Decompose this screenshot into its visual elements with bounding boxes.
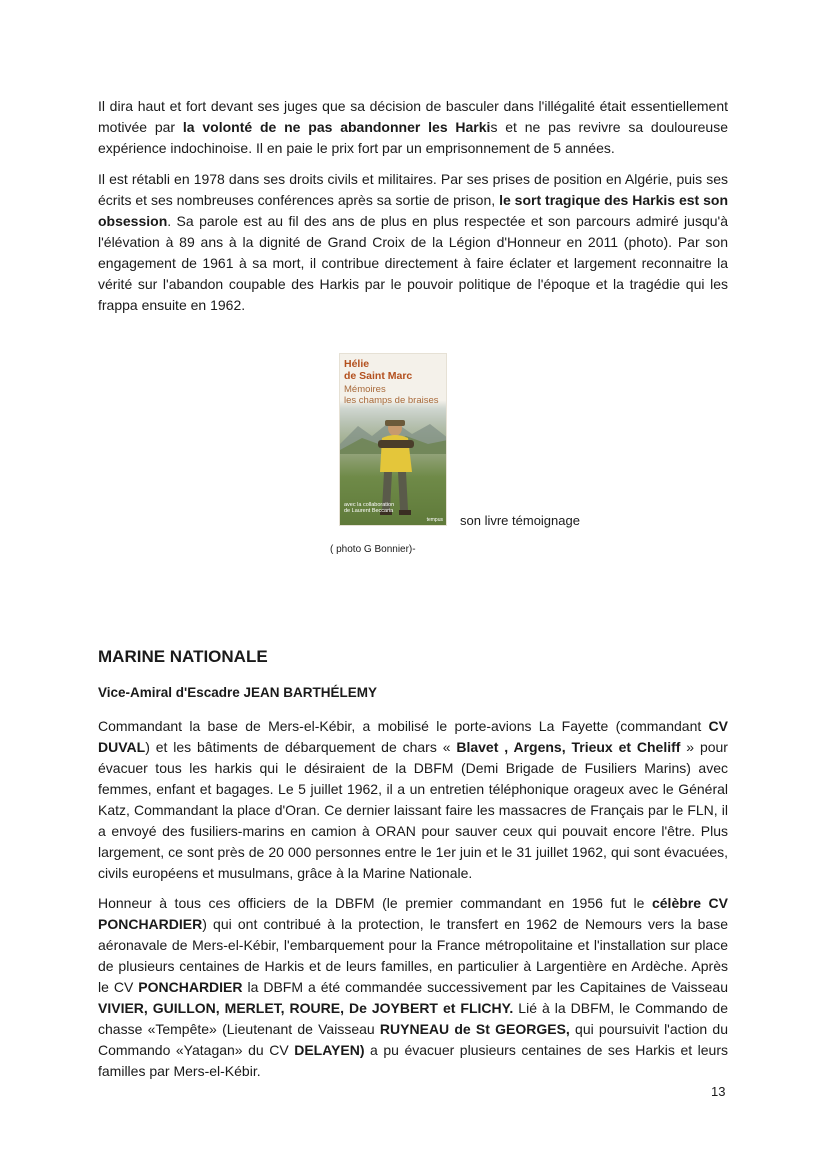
cover-publisher: tempus [426, 517, 443, 523]
paragraph-3 [98, 716, 728, 884]
marine-section [98, 647, 728, 1091]
top-text-block [98, 96, 728, 316]
bold-run: PONCHARDIER [138, 979, 243, 995]
photo-credit: ( photo G Bonnier)- [330, 544, 416, 555]
cover-collab-line: avec la collaboration [344, 502, 395, 508]
text-run: » pour évacuer tous les harkis qui le désiraient de la DBFM (Demi Brigade de Fusiliers Marins) avec femmes, enfant et bagages. Le 5 juillet 1962, il a un entretien téléphonique orageux avec le Général Katz, Commandant la place d'Oran. Ce dernier laissant faire les massacres de Français par le FLN, il a envoyé des fusiliers-marins en camion à ORAN pour sauver ceux qui pouvait encore l'être. Plus largement, ce sont près de 20 000 personnes entre le 1er juin et le 31 juillet 1962, qui sont évacuées, civils européens et musulmans, grâce à la Marine Nationale. [98, 739, 728, 881]
text-run: Il est rétabli en 1978 dans ses droits civils et militaires. Par ses prises de position en Algérie, puis ses écrits et ses nombreuses conférences après sa sortie de prison, [98, 171, 728, 208]
bold-run: célèbre CV PONCHARDIER [98, 895, 728, 932]
cover-title [344, 384, 439, 406]
bold-run: le sort tragique des Harkis est son obsession [98, 192, 728, 229]
text-run: Honneur à tous ces officiers de la DBFM (le premier commandant en 1956 fut le [98, 895, 652, 911]
subheading: Vice-Amiral d'Escadre JEAN BARTHÉLEMY [98, 685, 378, 700]
text-run: Lié à la DBFM, le Commando de chasse «Tempête» (Lieutenant de Vaisseau [98, 1000, 728, 1037]
paragraph-1 [98, 96, 728, 159]
text-run: s et ne pas revivre sa douloureuse expérience indochinoise. Il en paie le prix fort par un emprisonnement de 5 années. [98, 119, 728, 156]
paragraph-4 [98, 893, 728, 1082]
text-run: ) et les bâtiments de débarquement de chars « [145, 739, 457, 755]
bold-run: Blavet , Argens, Trieux et Cheliff [456, 739, 681, 755]
bold-run: la volonté de ne pas abandonner les Harki [182, 119, 491, 135]
book-cover-image [339, 353, 447, 526]
bold-run: DELAYEN) [294, 1042, 365, 1058]
paragraph-2 [98, 169, 728, 316]
cover-collaboration [344, 502, 394, 514]
text-run: qui poursuivit l'action du Commando «Yatagan» du CV [98, 1021, 728, 1058]
text-run: la DBFM a été commandée successivement par les Capitaines de Vaisseau [242, 979, 728, 995]
text-run: a pu évacuer plusieurs centaines de ses Harkis et leurs familles par Mers-el-Kébir. [98, 1042, 728, 1079]
cover-collab-line: de Laurent Beccaria [344, 508, 394, 514]
bold-run: CV DUVAL [98, 718, 728, 755]
cover-title-line: les champs de braises [344, 395, 439, 406]
text-run: . Sa parole est au fil des ans de plus en plus respectée et son parcours admiré jusqu'à l'élévation à 89 ans à la dignité de Grand Croix de la Légion d'Honneur en 2011 (photo). Par son engagement de 1961 à sa mort, il contribue directement à faire éclater et largement reconnaitre la vérité sur l'abandon coupable des Harkis par le pouvoir politique de l'époque et la tragédie qui les frappa ensuite en 1962. [98, 213, 728, 313]
text-run: ) qui ont contribué à la protection, le transfert en 1962 de Nemours vers la base aéronavale de Mers-el-Kébir, l'embarquement pour la France métropolitaine et l'installation sur place de plusieurs centaines de Harkis et de leurs familles, en particulier à Largentière en Ardèche. Après le CV [98, 916, 728, 995]
cover-author [344, 359, 412, 382]
page-number: 13 [711, 1084, 726, 1099]
book-cover [339, 353, 447, 526]
image-side-caption: son livre témoignage [460, 513, 580, 528]
cover-title-line: Mémoires [344, 384, 386, 395]
cover-author-line: de Saint Marc [344, 369, 413, 382]
bold-run: VIVIER, GUILLON, MERLET, ROURE, De JOYBERT et FLICHY. [98, 1000, 514, 1016]
cover-author-line: Hélie [344, 358, 370, 370]
section-title: MARINE NATIONALE [98, 647, 268, 666]
text-run: Commandant la base de Mers-el-Kébir, a mobilisé le porte-avions La Fayette (commandant [98, 718, 709, 734]
section-body [98, 716, 728, 1082]
text-run: Il dira haut et fort devant ses juges que sa décision de basculer dans l'illégalité était essentiellement motivée par [98, 98, 728, 135]
bold-run: RUYNEAU de St GEORGES, [379, 1021, 570, 1037]
